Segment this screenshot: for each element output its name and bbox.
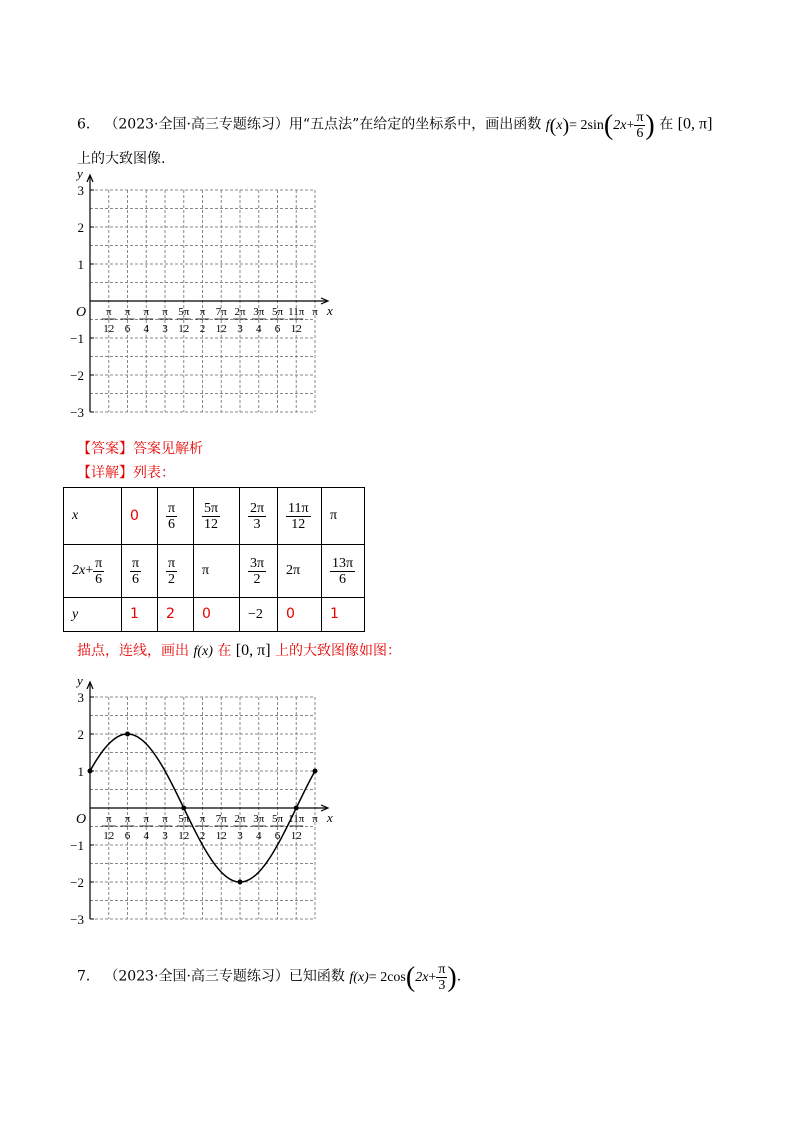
conclusion-text-a: 描点，连线，画出 xyxy=(77,643,189,659)
x-tick-numerator: π xyxy=(143,813,150,825)
x-tick-denominator: 4 xyxy=(256,323,262,335)
x-tick-numerator: π xyxy=(199,306,206,318)
interval: [0, π] xyxy=(677,115,713,133)
x-tick-denominator: 12 xyxy=(215,323,227,335)
x-tick-denominator: 12 xyxy=(290,323,302,335)
y-tick-label: −1 xyxy=(70,838,84,853)
conclusion-line xyxy=(77,642,401,661)
x-tick-numerator: 7π xyxy=(215,813,227,825)
x-tick-numerator: 7π xyxy=(215,306,227,318)
table-cell: 2 xyxy=(166,606,175,622)
table-cell: $\frac{2\pi}{3}$ xyxy=(250,500,265,532)
x-tick-numerator: π xyxy=(162,813,168,825)
answer-label: 【答案】 xyxy=(77,441,133,457)
row-header-x: x xyxy=(72,508,79,523)
x-tick-numerator: 5π xyxy=(271,813,284,825)
conclusion-text-c: 上的大致图像如图： xyxy=(274,643,401,659)
x-tick-numerator: 11π xyxy=(288,306,305,318)
x-tick-numerator: 5π xyxy=(271,306,284,318)
table-cell: −2 xyxy=(248,606,263,622)
x-tick-denominator: 6 xyxy=(274,830,281,842)
y-tick-label: −3 xyxy=(70,405,84,420)
origin-label: O xyxy=(76,305,87,320)
detail-line xyxy=(77,464,175,482)
data-point xyxy=(125,732,130,737)
table-cell: 1 xyxy=(330,606,339,622)
row-header-arg: 2x+ $\frac{\pi}{6}$ xyxy=(72,555,103,587)
x-tick-denominator: 6 xyxy=(124,323,131,335)
table-cell: $\frac{13\pi}{6}$ xyxy=(332,555,354,587)
x-tick-denominator: 6 xyxy=(274,323,281,335)
x-tick-numerator: π xyxy=(312,813,318,825)
table-cell: 1 xyxy=(130,606,139,622)
y-tick-label: 2 xyxy=(77,727,84,742)
origin-label: O xyxy=(76,812,87,827)
y-tick-label: −2 xyxy=(70,368,84,383)
data-point xyxy=(88,769,93,774)
fx-symbol: f(x) xyxy=(193,644,213,659)
table-cell: 2π xyxy=(286,563,301,578)
table-row xyxy=(64,545,365,598)
x-tick-denominator: 12 xyxy=(215,830,227,842)
value-table xyxy=(63,487,365,632)
question-text: 已知函数 xyxy=(288,968,345,985)
question-6-line2: 上的大致图像. xyxy=(77,151,166,167)
question-source: （2023·全国·高三专题练习） xyxy=(104,968,289,985)
data-point xyxy=(181,806,186,811)
y-axis-label: y xyxy=(77,170,83,181)
x-tick-numerator: 3π xyxy=(253,306,265,318)
blank-coordinate-grid xyxy=(60,170,340,430)
y-tick-label: 1 xyxy=(77,257,84,272)
conclusion-text-b: 在 xyxy=(217,643,232,659)
x-tick-denominator: 3 xyxy=(237,830,243,842)
y-tick-label: 1 xyxy=(77,764,84,779)
y-tick-label: −1 xyxy=(70,331,84,346)
y-tick-label: 3 xyxy=(77,183,84,198)
x-tick-denominator: 2 xyxy=(199,323,206,335)
question-source: （2023·全国·高三专题练习） xyxy=(104,116,289,133)
x-tick-numerator: 5π xyxy=(178,306,190,318)
table-row xyxy=(64,598,365,632)
data-point xyxy=(313,769,318,774)
y-tick-label: 2 xyxy=(77,220,84,235)
x-tick-denominator: 3 xyxy=(162,323,168,335)
x-tick-denominator: 2 xyxy=(199,830,206,842)
x-tick-numerator: π xyxy=(124,306,131,318)
table-cell: $\frac{\pi}{6}$ xyxy=(132,555,140,587)
question-7 xyxy=(77,962,461,993)
function-formula: f(x)= 2sin(2x+ $\frac{\pi}{6}$ ) xyxy=(545,109,655,141)
x-tick-numerator: 5π xyxy=(178,813,190,825)
x-tick-denominator: 12 xyxy=(103,830,115,842)
x-tick-numerator: 2π xyxy=(234,813,246,825)
table-cell: 0 xyxy=(130,507,139,524)
table-cell: $\frac{\pi}{2}$ xyxy=(168,555,176,587)
data-point xyxy=(238,880,243,885)
x-tick-denominator: 12 xyxy=(178,830,190,842)
x-tick-numerator: π xyxy=(124,813,131,825)
x-tick-numerator: π xyxy=(105,813,112,825)
x-tick-denominator: 4 xyxy=(143,830,149,842)
x-axis-label: x xyxy=(327,810,333,825)
table-cell: 0 xyxy=(286,606,295,622)
interval: [0, π] xyxy=(235,642,271,659)
x-tick-denominator: 12 xyxy=(290,830,302,842)
x-tick-numerator: 2π xyxy=(234,306,246,318)
table-cell: π xyxy=(202,563,210,578)
table-cell: $\frac{11\pi}{12}$ xyxy=(288,500,309,532)
x-tick-denominator: 3 xyxy=(162,830,168,842)
table-cell: $\frac{3\pi}{2}$ xyxy=(250,555,265,587)
x-tick-denominator: 12 xyxy=(103,323,115,335)
x-tick-numerator: π xyxy=(312,306,318,318)
x-tick-numerator: π xyxy=(199,813,206,825)
detail-text: 列表： xyxy=(133,465,175,481)
answer-line xyxy=(77,440,203,458)
x-tick-denominator: 6 xyxy=(124,830,131,842)
data-point xyxy=(294,806,299,811)
answer-text: 答案见解析 xyxy=(133,441,203,457)
question-tail: . xyxy=(456,968,462,985)
x-tick-denominator: 3 xyxy=(237,323,243,335)
y-tick-label: −2 xyxy=(70,875,84,890)
table-cell: $\frac{\pi}{6}$ xyxy=(168,500,176,532)
x-tick-numerator: 11π xyxy=(288,813,305,825)
y-tick-label: −3 xyxy=(70,912,84,927)
row-header-y: y xyxy=(72,606,79,622)
x-tick-numerator: π xyxy=(143,306,150,318)
function-formula: f(x)= 2cos(2x+ $\frac{\pi}{3}$ ) xyxy=(349,961,457,993)
table-row xyxy=(64,488,365,545)
y-axis-label: y xyxy=(77,673,83,688)
table-cell: $\frac{5\pi}{12}$ xyxy=(204,500,219,532)
x-tick-denominator: 12 xyxy=(178,323,190,335)
table-cell: π xyxy=(330,508,338,523)
question-number: 7． xyxy=(77,968,100,985)
x-tick-denominator: 4 xyxy=(256,830,262,842)
x-tick-numerator: π xyxy=(162,306,168,318)
table-cell: 0 xyxy=(202,606,211,622)
question-text: 用“五点法”在给定的坐标系中，画出函数 xyxy=(288,116,542,133)
question-6-line1 xyxy=(77,110,712,141)
solution-graph xyxy=(60,667,340,942)
x-tick-denominator: 4 xyxy=(143,323,149,335)
detail-label: 【详解】 xyxy=(77,465,133,481)
x-axis-label: x xyxy=(327,303,333,318)
x-tick-numerator: 3π xyxy=(253,813,265,825)
y-tick-label: 3 xyxy=(77,690,84,705)
question-text-b: 在 xyxy=(659,116,674,133)
x-tick-numerator: π xyxy=(105,306,112,318)
question-number: 6． xyxy=(77,116,100,133)
